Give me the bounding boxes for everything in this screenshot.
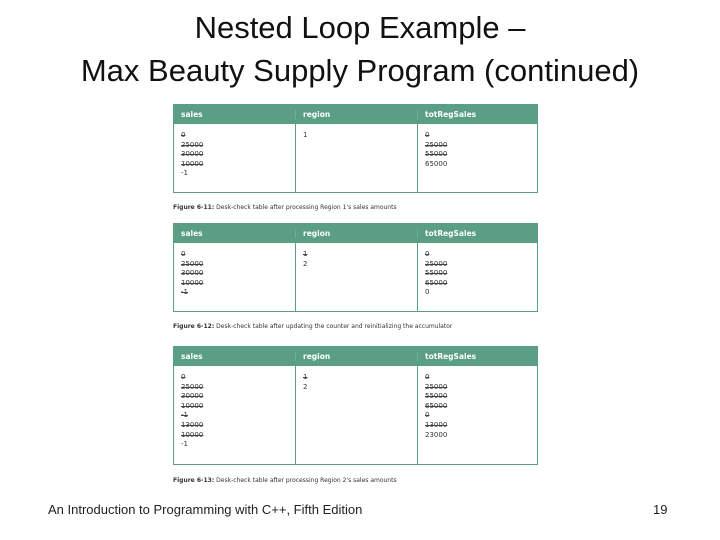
table-cell: 30000 [181, 269, 204, 278]
table-header-row [174, 347, 537, 366]
table-cell: 0 [425, 288, 430, 297]
table-cell: 1 [303, 131, 308, 139]
table-cell: 55000 [425, 392, 448, 401]
page-number: 19 [653, 502, 668, 517]
table-cell: 23000 [425, 430, 448, 439]
caption-label: Figure 6-12: [173, 323, 215, 330]
column-header-totregsales: totRegSales [417, 352, 537, 361]
desk-check-table-3 [173, 346, 538, 465]
region-column [295, 366, 417, 464]
title-line-1: Nested Loop Example – [194, 10, 526, 45]
table-cell: 2 [303, 259, 308, 268]
table-cell: 25000 [181, 259, 204, 268]
caption-label: Figure 6-13: [173, 477, 215, 484]
table-cell: 1 [303, 250, 308, 258]
sales-column [174, 366, 295, 464]
table-cell: 0 [181, 250, 186, 258]
caption-label: Figure 6-11: [173, 204, 215, 211]
table-cell: 30000 [181, 392, 204, 401]
table-cell: 13000 [425, 420, 448, 429]
column-header-region: region [295, 229, 417, 238]
sales-column [174, 124, 295, 192]
table-cell: 10000 [181, 159, 204, 168]
column-header-totregsales: totRegSales [417, 110, 537, 119]
table-cell: 0 [425, 131, 430, 139]
desk-check-table-1 [173, 104, 538, 193]
caption-text: Desk-check table after processing Region 2's sales amounts [214, 477, 397, 484]
region-column [295, 243, 417, 311]
column-header-sales: sales [181, 229, 203, 238]
table-header-row [174, 105, 537, 124]
table-cell: 25000 [181, 382, 204, 391]
table-cell: 65000 [425, 278, 448, 287]
table-cell: 0 [425, 250, 430, 258]
column-header-sales: sales [181, 352, 203, 361]
table-cell: 25000 [181, 140, 204, 149]
table-cell: 55000 [425, 269, 448, 278]
totregsales-column [417, 124, 537, 192]
table-cell: 2 [303, 382, 308, 391]
table-body [174, 243, 537, 311]
footer-book-title: An Introduction to Programming with C++, Fifth Edition [48, 502, 363, 517]
table-cell: -1 [181, 288, 188, 297]
table-cell: 65000 [425, 401, 448, 410]
table-cell: 10000 [181, 401, 204, 410]
table-cell: 25000 [425, 259, 448, 268]
table-cell: 0 [425, 411, 430, 420]
table-cell: 65000 [425, 159, 448, 168]
table-cell: 25000 [425, 382, 448, 391]
table-body [174, 366, 537, 464]
table-cell: 25000 [425, 140, 448, 149]
table-cell: -1 [181, 440, 188, 449]
sales-column [174, 243, 295, 311]
table-header-row [174, 224, 537, 243]
table-cell: 55000 [425, 150, 448, 159]
title-line-2: Max Beauty Supply Program (continued) [80, 53, 640, 88]
totregsales-column [417, 243, 537, 311]
totregsales-column [417, 366, 537, 464]
table-cell: -1 [181, 169, 188, 178]
table-body [174, 124, 537, 192]
table-cell: -1 [181, 411, 188, 420]
desk-check-table-2 [173, 223, 538, 312]
table-cell: 0 [425, 373, 430, 381]
table-cell: 13000 [181, 420, 204, 429]
table-cell: 0 [181, 373, 186, 381]
figure-caption-1 [173, 204, 397, 211]
table-cell: 1 [303, 373, 308, 381]
column-header-sales: sales [181, 110, 203, 119]
table-cell: 10000 [181, 430, 204, 439]
figure-caption-2 [173, 323, 452, 330]
caption-text: Desk-check table after updating the counter and reinitializing the accumulator [214, 323, 453, 330]
column-header-totregsales: totRegSales [417, 229, 537, 238]
figure-caption-3 [173, 477, 397, 484]
table-cell: 30000 [181, 150, 204, 159]
caption-text: Desk-check table after processing Region 1's sales amounts [214, 204, 397, 211]
region-column [295, 124, 417, 192]
column-header-region: region [295, 110, 417, 119]
slide-title [0, 6, 720, 92]
table-cell: 0 [181, 131, 186, 139]
table-cell: 10000 [181, 278, 204, 287]
column-header-region: region [295, 352, 417, 361]
